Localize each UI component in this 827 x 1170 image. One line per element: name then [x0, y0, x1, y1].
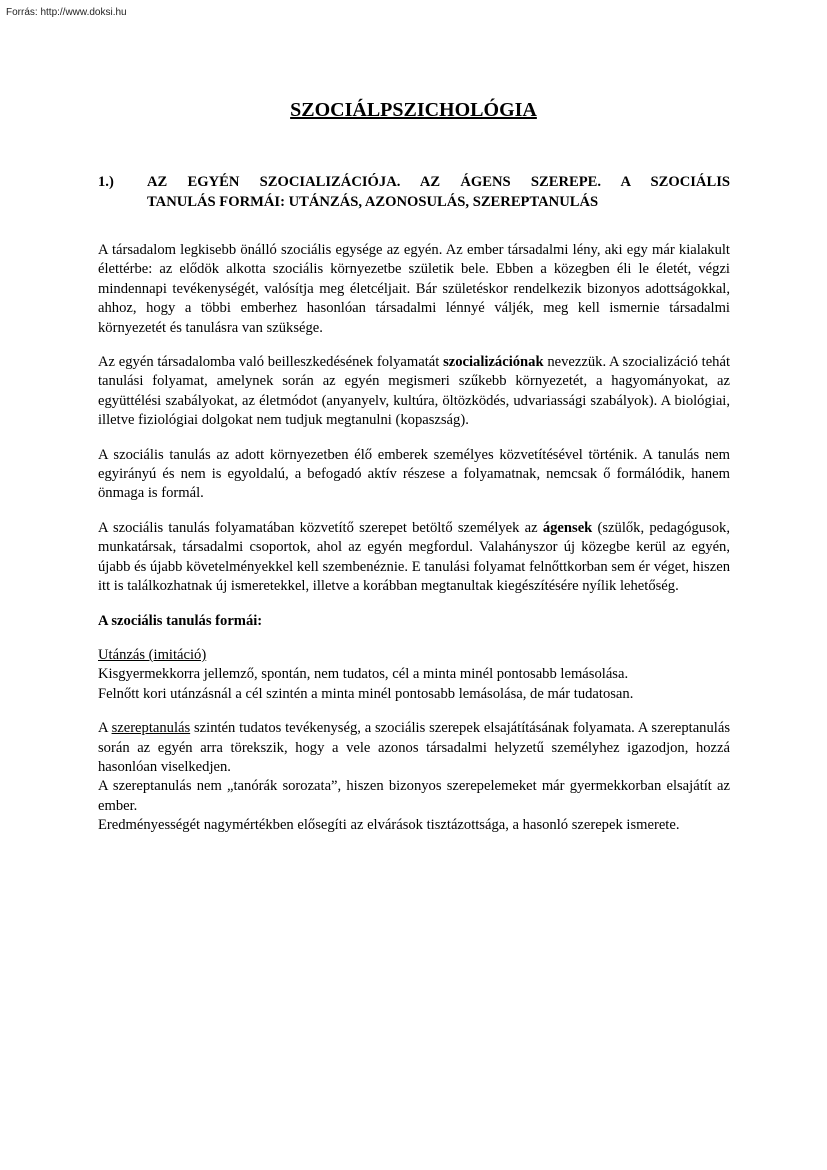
term-socialization: szocializációnak [443, 354, 544, 371]
paragraph-1: A társadalom legkisebb önálló szociális egysége az egyén. Az ember társadalmi lény, aki egy már kialakult élettérbe: az elődök alkotta szociális környezetbe születik bele. Ebben a közegben éli le életét, végzi mindennapi tevékenységét, valósítja meg életcéljait. Bár születéskor rendelkezik bizonyos adottságokkal, ahhoz, hogy a többi emberhez hasonlóan társadalmi lénnyé váljék, meg kell ismernie társadalmi környezetét és tanulásra van szüksége. [98, 242, 730, 336]
section-title-line2: TANULÁS FORMÁI: UTÁNZÁS, AZONOSULÁS, SZEREPTANULÁS [147, 193, 599, 210]
page-title: SZOCIÁLPSZICHOLÓGIA [290, 99, 537, 121]
role-learning-paragraph-2: A szereptanulás nem „tanórák sorozata”, hiszen bizonyos szerepelemeket már gyermekkorban elsajátít az ember. [98, 778, 730, 814]
forms-heading-text: A szociális tanulás formái: [98, 612, 263, 629]
role-text-b: szintén tudatos tevékenység, a szociális szerepek elsajátításának folyamata. A szereptanulás során az egyén arra törekszik, hogy a vele azonos társadalmi helyzetű személyhez igazodjon, hozzá hasonlóan viselkedjen. [98, 720, 730, 775]
role-text-a: A [98, 720, 112, 737]
source-url: Forrás: http://www.doksi.hu [6, 7, 127, 18]
paragraph-4-text: A szociális tanulás folyamatában közvetítő szerepet betöltő személyek az [98, 519, 543, 536]
paragraph-4-rest: (szülők, pedagógusok, munkatársak, társadalmi csoportok, ahol az egyén megfordul. Valahányszor új közegbe kerül az egyén, újabb és újabb követelményekkel kell szembenéznie. E tanulási folyamat felnőttkorban sem ér véget, hiszen itt is találkozhatnak új ismeretekkel, illetve a korábban megtanultak kiegészítésére nyílik lehetőség. [98, 519, 730, 595]
term-agents: ágensek [542, 519, 593, 536]
paragraph-2 [98, 353, 730, 431]
role-learning-paragraph-3: Eredményességét nagymértékben elősegíti az elvárások tisztázottsága, a hasonló szerepek ismerete. [98, 817, 680, 834]
role-learning-paragraph [98, 719, 730, 777]
forms-heading [98, 612, 730, 631]
imitation-heading: Utánzás (imitáció) [98, 646, 207, 663]
paragraph-2-rest: nevezzük. A szocializáció tehát tanulási folyamat, amelynek során az egyén megismeri szűkebb környezetét, a hagyományokat, az együttélési szabályokat, az életmódot (anyanyelv, kultúra, öltözködés, udvariassági szabályok). A biológiai, illetve fiziológiai dolgokat nem tudjuk megtanulni (kopaszság). [98, 354, 730, 429]
imitation-line-2: Felnőtt kori utánzásnál a cél szintén a minta minél pontosabb lemásolása, de már tudatosan. [98, 685, 634, 702]
document-body [98, 241, 730, 836]
paragraph-2-text: Az egyén társadalomba való beilleszkedésének folyamatát [98, 354, 444, 371]
paragraph-4 [98, 519, 730, 597]
imitation-block [98, 646, 730, 704]
imitation-line-1: Kisgyermekkorra jellemző, spontán, nem tudatos, cél a minta minél pontosabb lemásolása. [98, 666, 629, 683]
section-title [147, 173, 730, 212]
paragraph-3: A szociális tanulás az adott környezetben élő emberek személyes közvetítésével történik. A tanulás nem egyirányú és nem is egyoldalú, a befogadó aktív részese a folyamatnak, nemcsak ő formálódik, hanem önmaga is formál. [98, 446, 730, 502]
section-number: 1.) [98, 174, 114, 190]
section-title-line1: AZ EGYÉN SZOCIALIZÁCIÓJA. AZ ÁGENS SZEREPE. A SZOCIÁLIS [147, 174, 730, 190]
term-role-learning: szereptanulás [111, 720, 191, 737]
section-heading [98, 173, 730, 212]
